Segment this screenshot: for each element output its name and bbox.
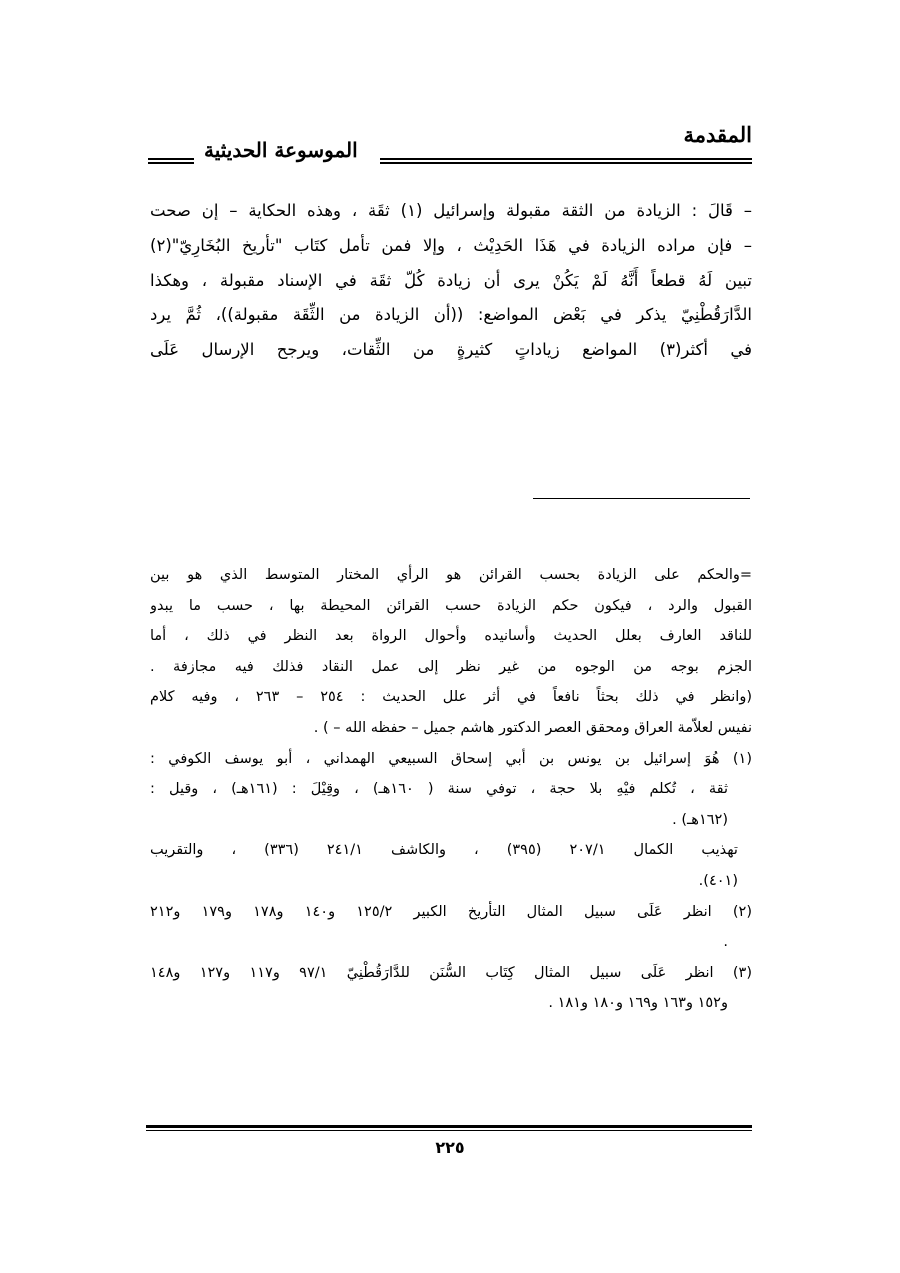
footnote-line: =والحكم على الزيادة بحسب القرائن هو الرأي المختار المتوسط الذي هو بين [150,567,752,583]
footnote-line: (١٦٢هـ) . [672,811,728,828]
book-title: الموسوعة الحديثية [204,138,358,162]
main-text-line: في أكثر(٣) المواضع زياداتٍ كثيرةٍ من الثِّقات، ويرجح الإرسال عَلَى [150,340,752,360]
footnote-line: و١٥٢ و١٦٣ و١٦٩ و١٨٠ و١٨١ . [548,995,728,1012]
main-text [150,194,752,368]
main-text-line: – فإن مراده الزيادة في هَذَا الحَدِيْث ، وإلا فمن تأمل كتَاب "تأريخ البُخَارِيّ"(٢) [150,235,752,255]
footnote-line: (وانظر في ذلك بحثاً نافعاً في أثر علل الحديث : ٢٥٤ – ٢٦٣ ، وفيه كلام [150,689,752,706]
footnote-line: القبول والرد ، فيكون حكم الزيادة حسب القرائن المحيطة بها ، حسب ما يبدو [150,597,752,614]
header-rule-long [380,158,752,164]
footnote-line: . [723,934,728,951]
footnote-3: (٣) انظر عَلَى سبيل المثال كِتَاب السُّنَن للدَّارَقُطْنِيّ ٩٧/١ و١١٧ و١٢٧ و١٤٨ [150,964,752,981]
main-text-line: الدَّارَقُطْنِيّ يذكر في بَعْض المواضع: ((أن الزيادة من الثِّقَة مقبولة))، ثُمَّ يرد [150,305,752,325]
page-number: ٢٢٥ [435,1138,465,1157]
footnote-line: ثقة ، تُكلم فيْهِ بلا حجة ، توفي سنة ( ١٦٠هـ) ، وقِيْلَ : (١٦١هـ) ، وقيل : [150,781,728,798]
footnote-1: (١) هُوَ إسرائيل بن يونس بن أبي إسحاق السبيعي الهمداني ، أبو يوسف الكوفي : [150,750,752,767]
footer-rule [146,1125,752,1131]
header-rule-short [148,158,194,164]
main-text-line: تبين لَهُ قطعاً أَنَّهُ لَمْ يَكُنْ يرى أن زيادة كُلّ ثقَة في الإسناد مقبولة ، وهكذا [150,270,752,290]
footnote-line: للناقد العارف بعلل الحديث وأسانيده وأحوال الرواة بعد النظر في ذلك ، أما [150,628,752,645]
footnote-2: (٢) انظر عَلَى سبيل المثال التأريخ الكبير ١٢٥/٢ و١٤٠ و١٧٨ و١٧٩ و٢١٢ [150,903,752,920]
chapter-title: المقدمة [683,122,752,147]
footnote-line: (٤٠١). [698,872,738,889]
main-text-line: – قَالَ : الزيادة من الثقة مقبولة وإسرائيل (١) ثقَة ، وهذه الحكاية – إن صحت [150,201,752,220]
running-header [148,118,752,178]
footnotes [150,560,752,1019]
footnote-line: تهذيب الكمال ٢٠٧/١ (٣٩٥) ، والكاشف ٢٤١/١ (٣٣٦) ، والتقريب [150,842,738,859]
footnote-line: الجزم بوجه من الوجوه من غير نظر إلى عمل النقاد فذلك فيه مجازفة . [150,658,752,675]
footnote-line: نفيس لعلاّمة العراق ومحقق العصر الدكتور هاشم جميل – حفظه الله – ) . [313,719,752,736]
footnote-separator [533,498,750,499]
